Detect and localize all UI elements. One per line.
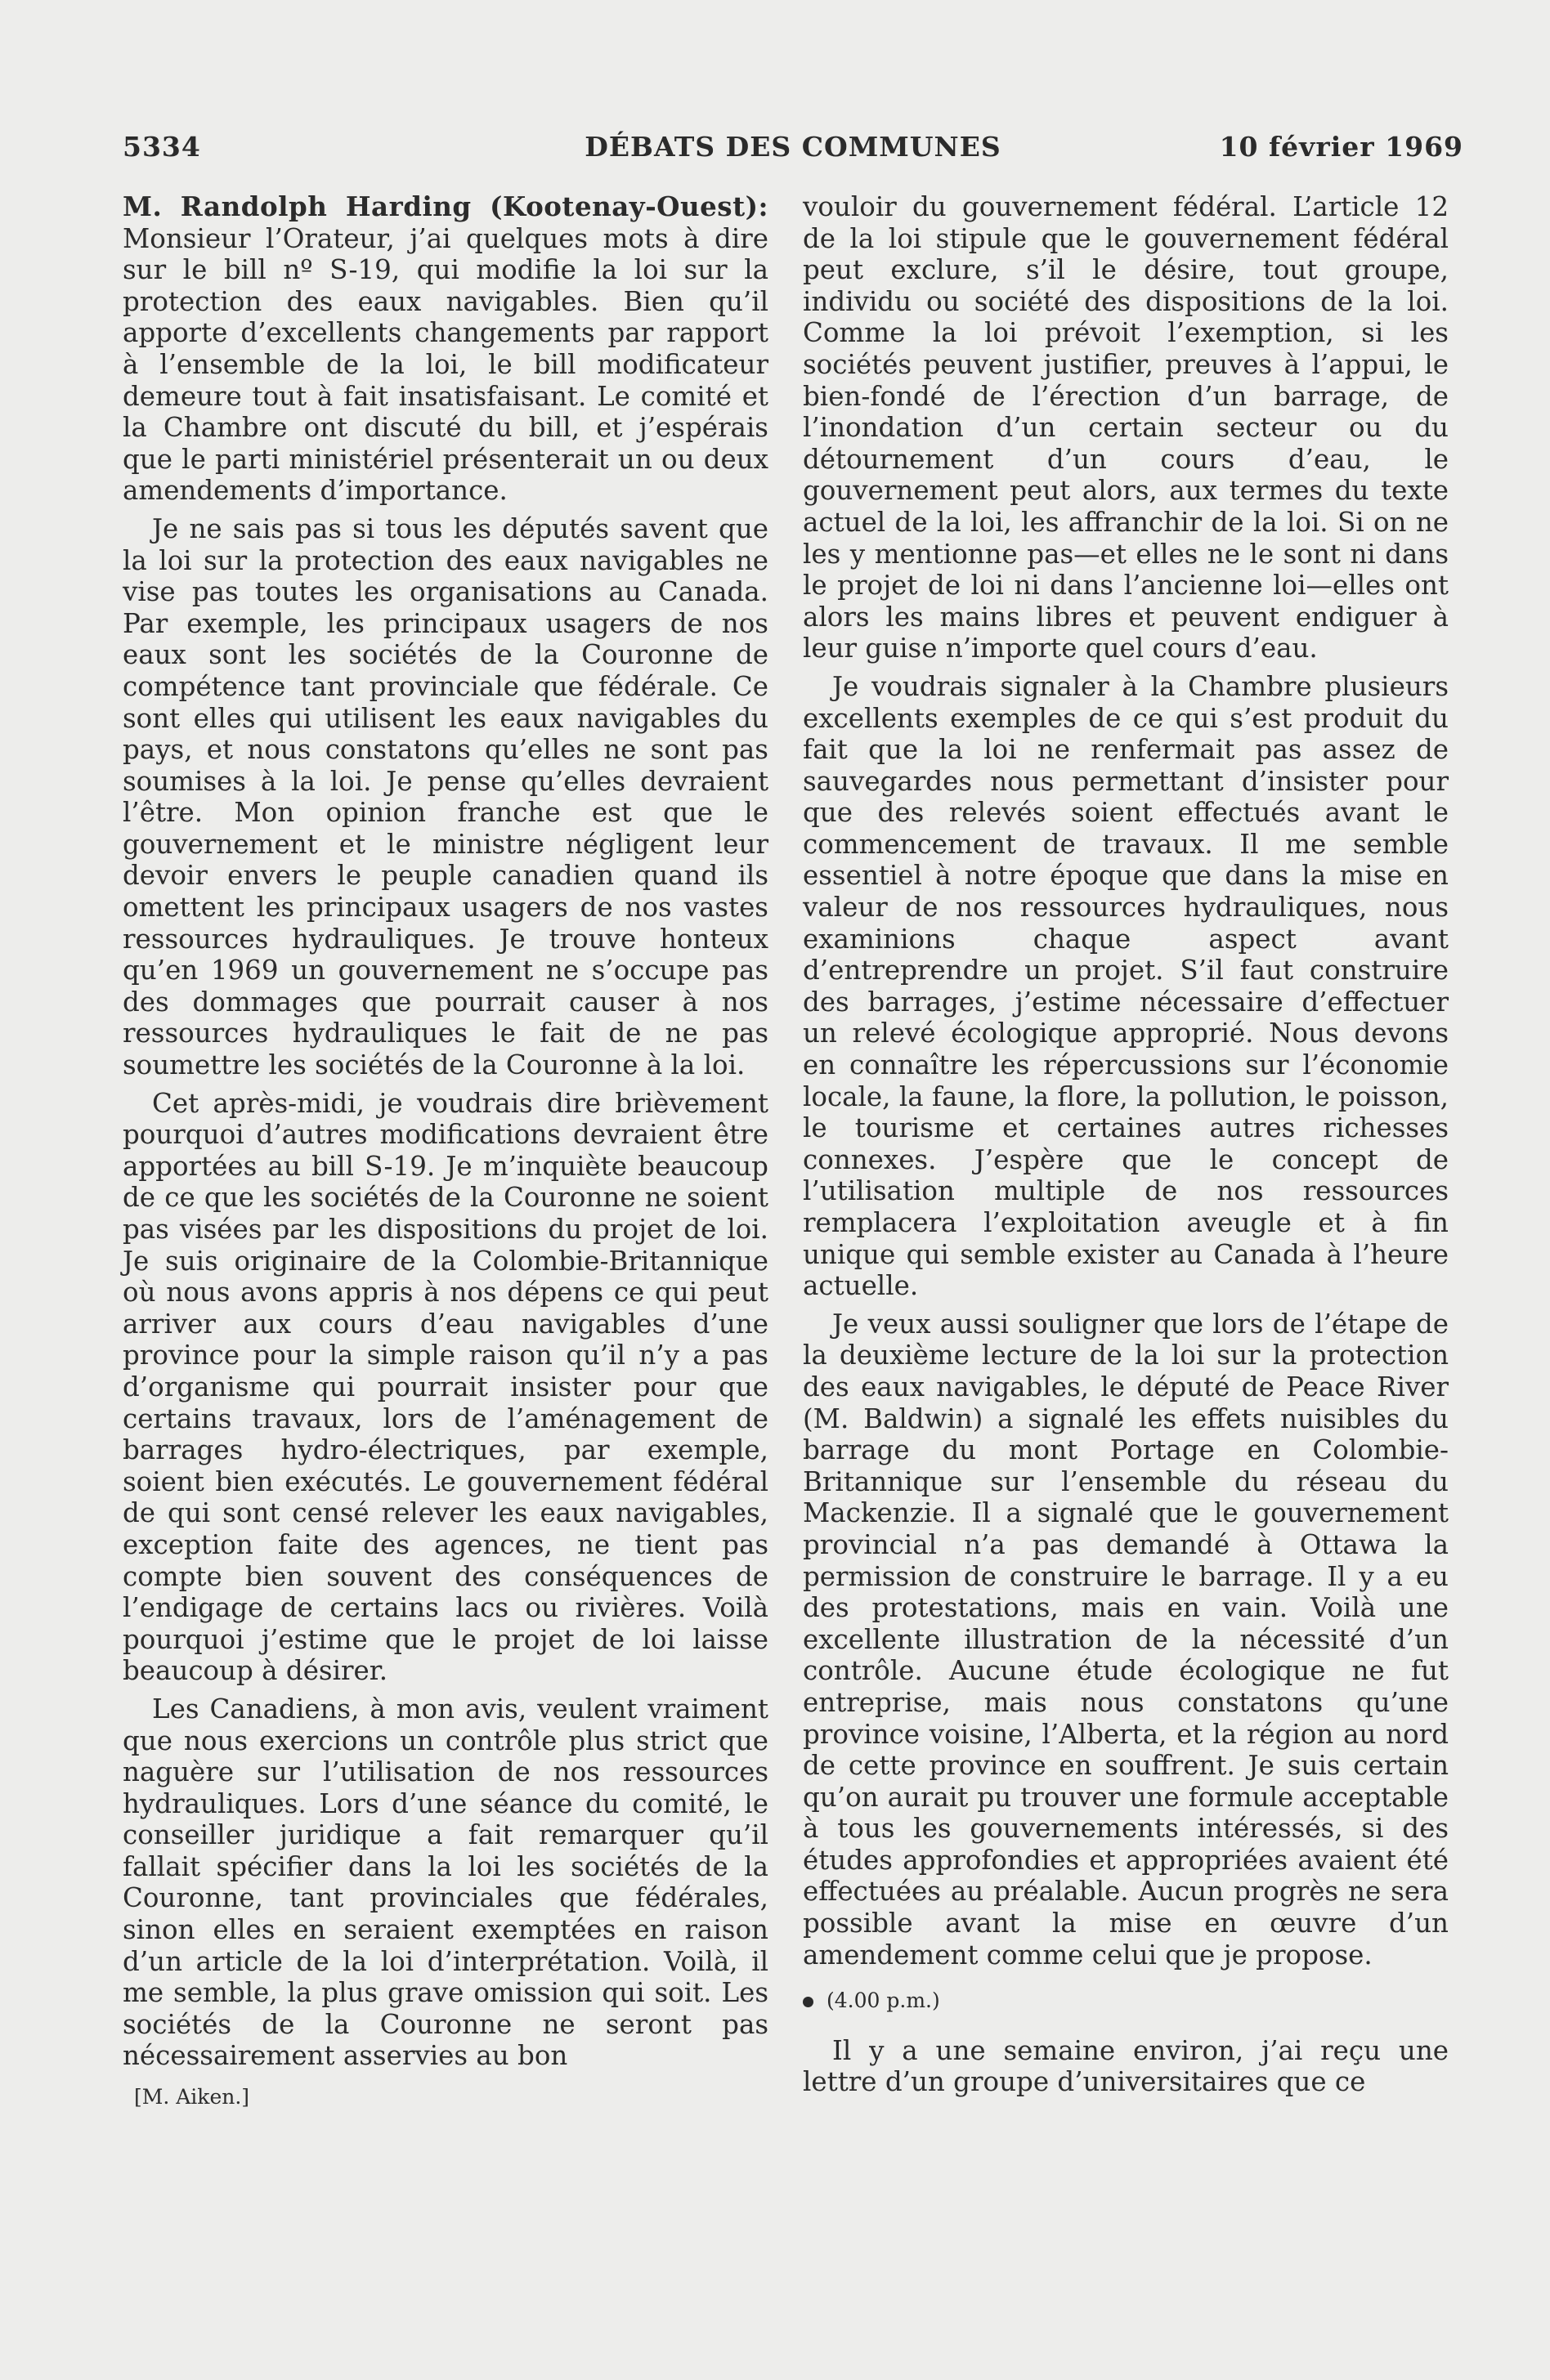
- paragraph-text: Monsieur l’Orateur, j’ai quelques mots à dire sur le bill nº S-19, qui modifie la loi sur la protection des eaux navigables. Bien qu’il apporte d’excellents changements par rapport à l’ensemble de la loi, le bill modificateur demeure tout à fait insatisfaisant. Le comité et la Chambre ont discuté du bill, et j’espérais que le parti ministériel présenterait un ou deux amendements d’importance.: [123, 222, 768, 507]
- speaker-name: M. Randolph Harding (Kootenay-Ouest):: [123, 190, 768, 222]
- right-column: [803, 191, 1449, 2105]
- footer-note: [M. Aiken.]: [134, 2085, 250, 2109]
- paragraph-3: Cet après-midi, je voudrais dire brièvement pourquoi d’autres modifications devraient être apportées au bill S-19. Je m’inquiète beaucoup de ce que les sociétés de la Couronne ne soient pas visées par les dispositions du projet de loi. Je suis originaire de la Colombie-Britannique où nous avons appris à nos dépens ce qui peut arriver aux cours d’eau navigables d’une province pour la simple raison qu’il n’y a pas d’organisme qui pourrait insister pour que certains travaux, lors de l’aménagement de barrages hydro-électriques, par exemple, soient bien exécutés. Le gouvernement fédéral de qui sont censé relever les eaux navigables, exception faite des agences, ne tient pas compte bien souvent des conséquences de l’endigage de certains lacs ou rivières. Voilà pourquoi j’estime que le projet de loi laisse beaucoup à désirer.: [123, 1087, 768, 1687]
- bullet-icon: [803, 1997, 813, 2007]
- paragraph-4: Les Canadiens, à mon avis, veulent vraiment que nous exercions un contrôle plus strict que naguère sur l’utilisation de nos ressources hydrauliques. Lors d’une séance du comité, le conseiller juridique a fait remarquer qu’il fallait spécifier dans la loi les sociétés de la Couronne, tant provinciales que fédérales, sinon elles en seraient exemptées en raison d’un article de la loi d’interprétation. Voilà, il me semble, la plus grave omission qui soit. Les sociétés de la Couronne ne seront pas nécessairement asservies au bon: [123, 1693, 768, 2072]
- paragraph-2: Je ne sais pas si tous les députés savent que la loi sur la protection des eaux navigables ne vise pas toutes les organisations au Canada. Par exemple, les principaux usagers de nos eaux sont les sociétés de la Couronne de compétence tant provinciale que fédérale. Ce sont elles qui utilisent les eaux navigables du pays, et nous constatons qu’elles ne sont pas soumises à la loi. Je pense qu’elles devraient l’être. Mon opinion franche est que le gouvernement et le ministre négligent leur devoir envers le peuple canadien quand ils omettent les principaux usagers de nos vastes ressources hydrauliques. Je trouve honteux qu’en 1969 un gouvernement ne s’occupe pas des dommages que pourrait causer à nos ressources hydrauliques le fait de ne pas soumettre les sociétés de la Couronne à la loi.: [123, 512, 768, 1081]
- paragraph-6: Je veux aussi souligner que lors de l’étape de la deuxième lecture de la loi sur la protection des eaux navigables, le député de Peace River (M. Baldwin) a signalé les effets nuisibles du barrage du mont Portage en Colombie-Britannique sur l’ensemble du réseau du Mackenzie. Il a signalé que le gouvernement provincial n’a pas demandé à Ottawa la permission de construire le barrage. Il y a eu des protestations, mais en vain. Voilà une excellente illustration de la nécessité d’un contrôle. Aucune étude écologique ne fut entreprise, mais nous constatons qu’une province voisine, l’Alberta, et la région au nord de cette province en souffrent. Je suis certain qu’on aurait pu trouver une formule acceptable à tous les gouvernements intéressés, si des études approfondies et appropriées avaient été effectuées au préalable. Aucun progrès ne sera possible avant la mise en œuvre d’un amendement comme celui que je propose.: [803, 1308, 1449, 1971]
- left-column: [123, 191, 768, 2120]
- time-text: (4.00 p.m.): [827, 1989, 940, 2013]
- paragraph-continued: vouloir du gouvernement fédéral. L’article 12 de la loi stipule que le gouvernement fédéral peut exclure, s’il le désire, tout groupe, individu ou société des dispositions de la loi. Comme la loi prévoit l’exemption, si les sociétés peuvent justifier, preuves à l’appui, le bien-fondé de l’érection d’un barrage, de l’inondation d’un certain secteur ou du détournement d’un cours d’eau, le gouvernement peut alors, aux termes du texte actuel de la loi, les affranchir de la loi. Si on ne les y mentionne pas—et elles ne le sont ni dans le projet de loi ni dans l’ancienne loi—elles ont alors les mains libres et peuvent endiguer à leur guise n’importe quel cours d’eau.: [803, 191, 1449, 664]
- paragraph-5: Je voudrais signaler à la Chambre plusieurs excellents exemples de ce qui s’est produit du fait que la loi ne renfermait pas assez de sauvegardes nous permettant d’insister pour que des relevés soient effectués avant le commencement de travaux. Il me semble essentiel à notre époque que dans la mise en valeur de nos ressources hydrauliques, nous examinions chaque aspect avant d’entreprendre un projet. S’il faut construire des barrages, j’estime nécessaire d’effectuer un relevé écologique approprié. Nous devons en connaître les répercussions sur l’économie locale, la faune, la flore, la pollution, le poisson, le tourisme et certaines autres richesses connexes. J’espère que le concept de l’utilisation multiple de nos ressources remplacera l’exploitation aveugle et à fin unique qui semble exister au Canada à l’heure actuelle.: [803, 670, 1449, 1302]
- paragraph-1: [123, 191, 768, 507]
- page-header: [123, 131, 1463, 163]
- time-marker: [803, 1985, 1449, 2017]
- publication-title: DÉBATS DES COMMUNES: [585, 131, 1001, 163]
- page-date: 10 février 1969: [1219, 131, 1463, 163]
- page-number: 5334: [123, 131, 201, 163]
- paragraph-7: Il y a une semaine environ, j’ai reçu une lettre d’un groupe d’universitaires que ce: [803, 2034, 1449, 2098]
